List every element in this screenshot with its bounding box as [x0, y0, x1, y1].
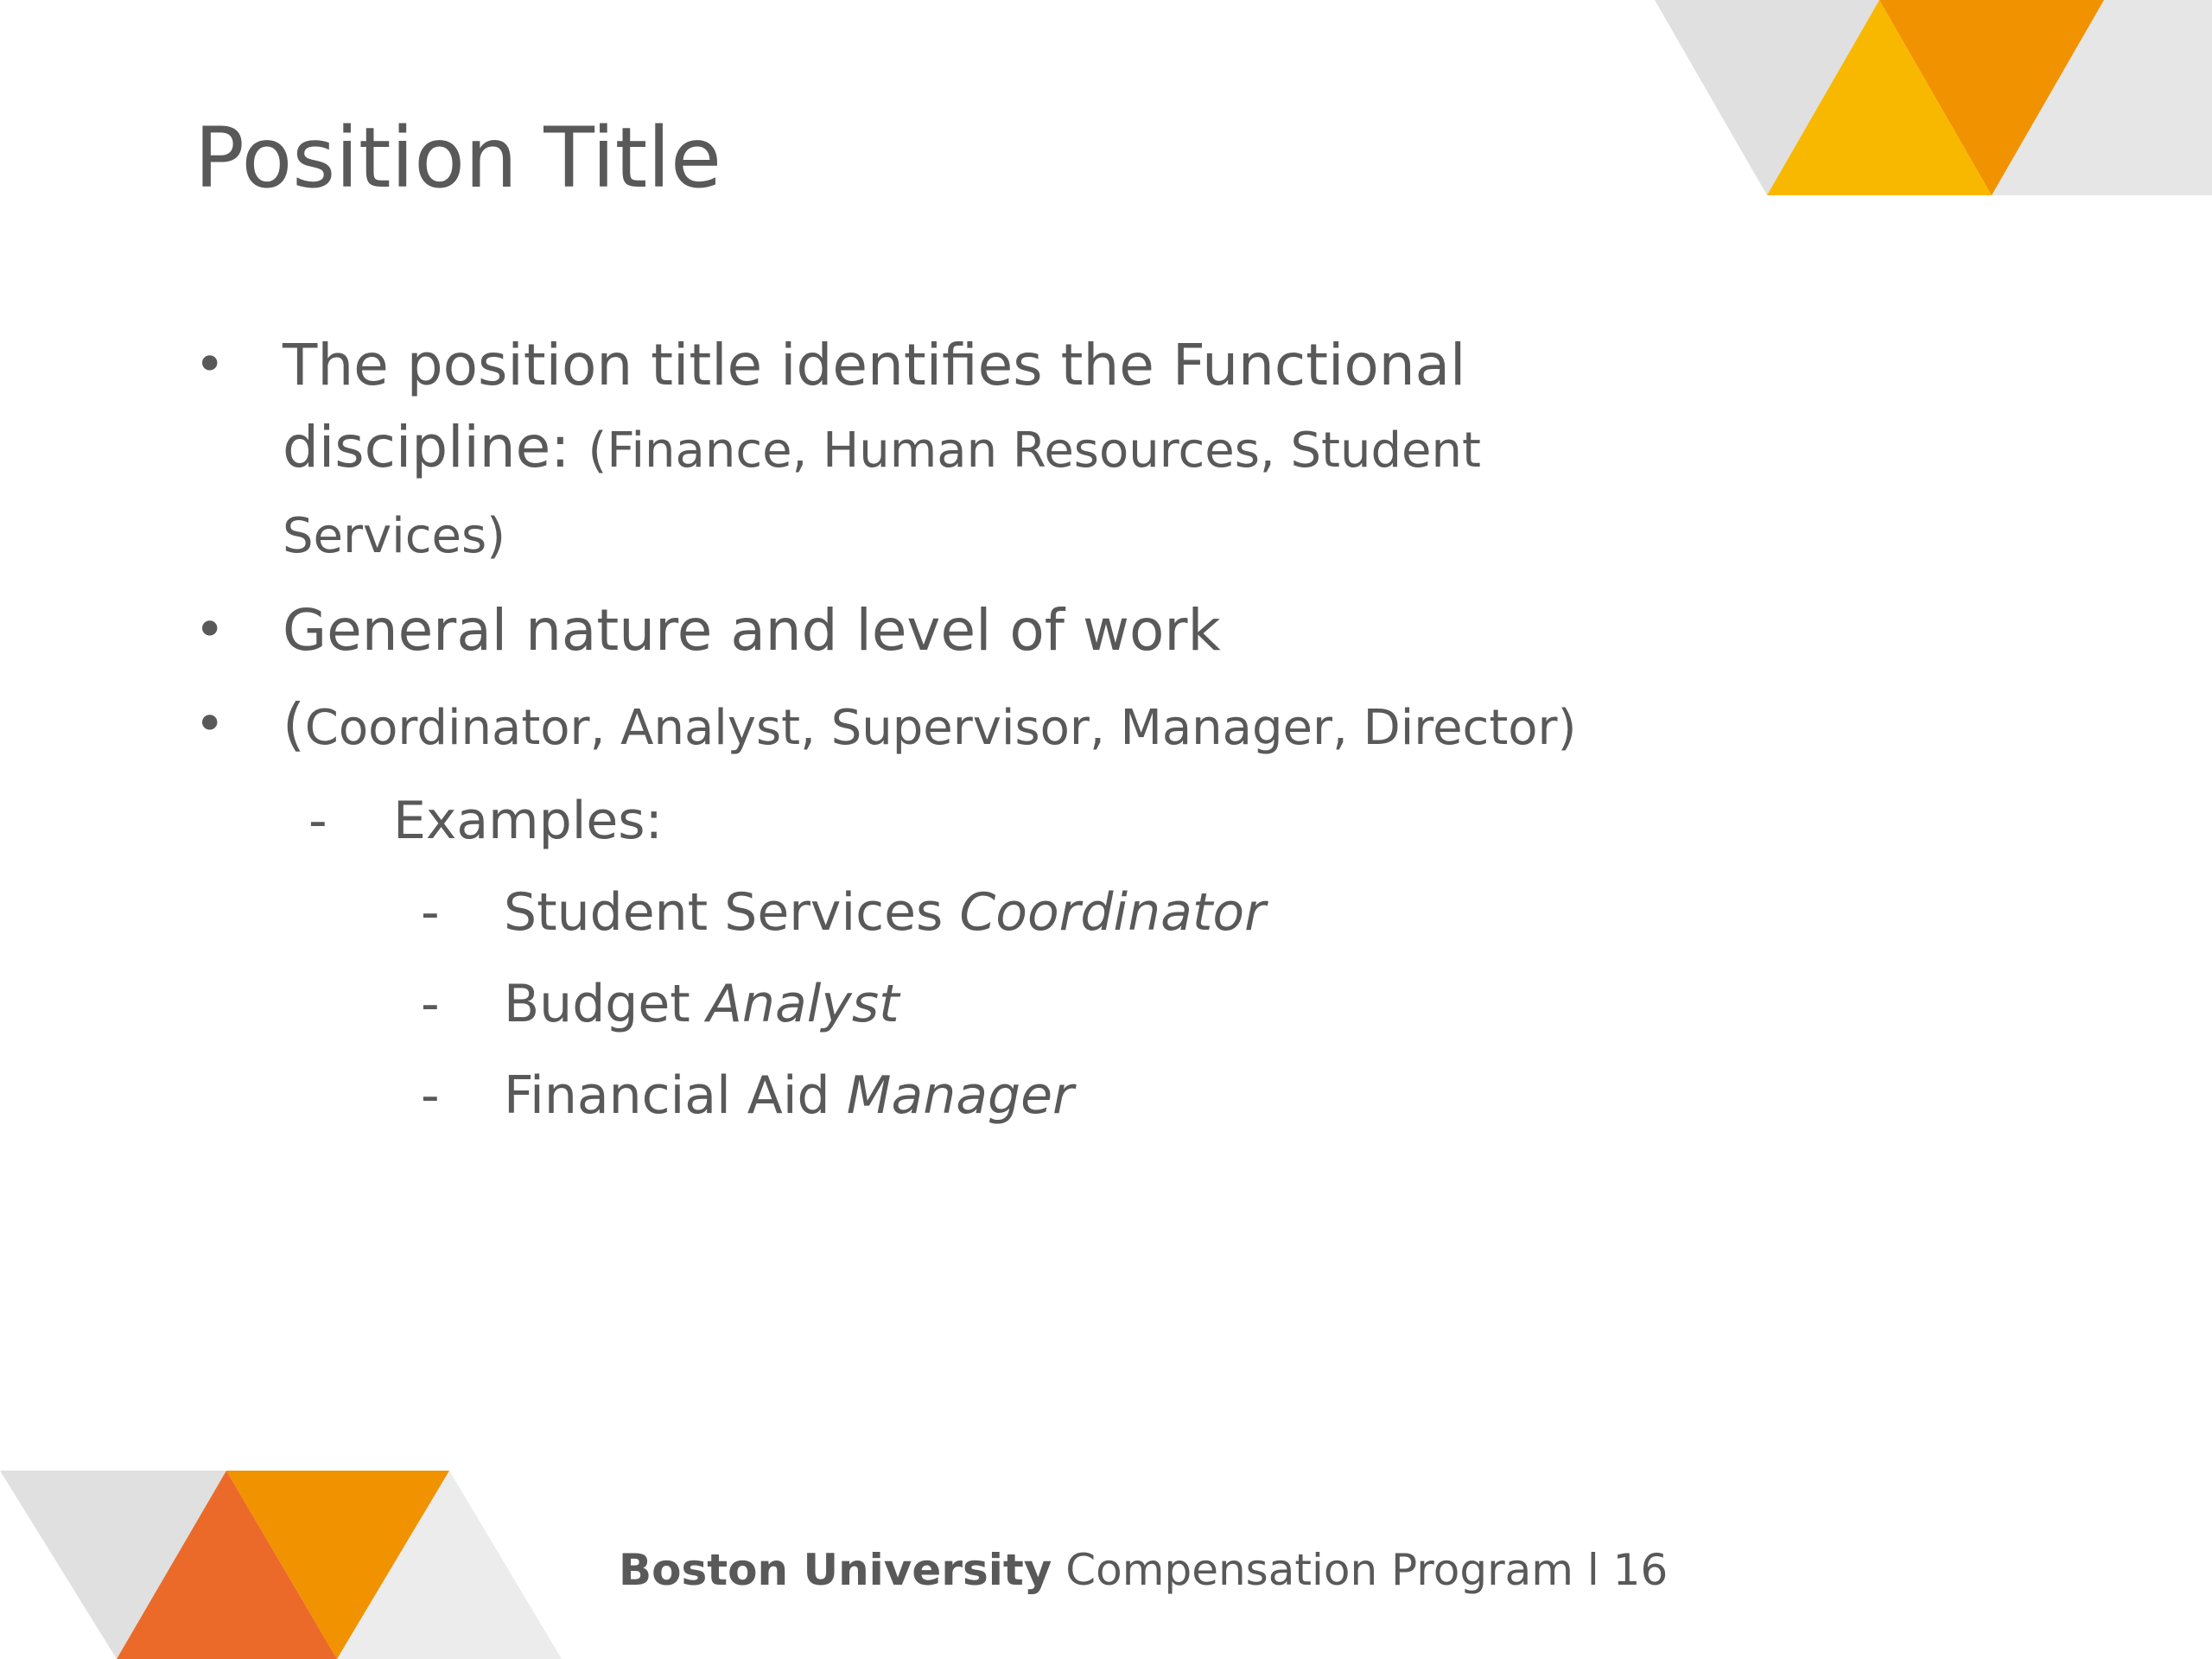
bullet-marker: •	[194, 694, 226, 754]
bullet-text-small: Coordinator, Analyst, Supervisor, Manager, Director)	[304, 700, 1577, 756]
example-role: Coordinator	[959, 882, 1266, 943]
example-role: Manager	[846, 1065, 1074, 1126]
bullet-marker: •	[194, 334, 226, 395]
examples-label: Examples:	[393, 791, 663, 851]
example-text: Financial Aid	[504, 1065, 847, 1126]
slide-title: Position Title	[194, 110, 722, 207]
example-item	[194, 964, 1663, 1044]
slide-footer	[619, 1545, 1668, 1595]
footer-org: Boston University	[619, 1545, 1052, 1595]
bullet-text: The position title identifies the Functional discipline:	[283, 332, 1466, 480]
bullet-item	[194, 589, 1663, 671]
dash-marker: -	[421, 1065, 440, 1126]
example-item	[194, 1056, 1663, 1135]
examples-label-item	[194, 781, 1663, 861]
bullet-item	[194, 683, 1663, 769]
bullet-text-small: (Finance, Human Resources, Student Services)	[283, 423, 1481, 564]
dash-marker: -	[308, 791, 327, 851]
example-role: Analyst	[706, 974, 899, 1034]
footer-program: Compensation Program l 16	[1052, 1545, 1669, 1595]
example-item	[194, 873, 1663, 952]
bullet-marker: •	[194, 600, 226, 660]
bullet-text: General nature and level of work	[283, 597, 1221, 664]
slide-body	[194, 324, 1663, 1147]
example-text: Student Services	[504, 882, 960, 943]
example-text: Budget	[504, 974, 707, 1034]
dash-marker: -	[421, 882, 440, 943]
dash-marker: -	[421, 974, 440, 1034]
bullet-item	[194, 324, 1663, 577]
bullet-text: (	[283, 691, 305, 758]
